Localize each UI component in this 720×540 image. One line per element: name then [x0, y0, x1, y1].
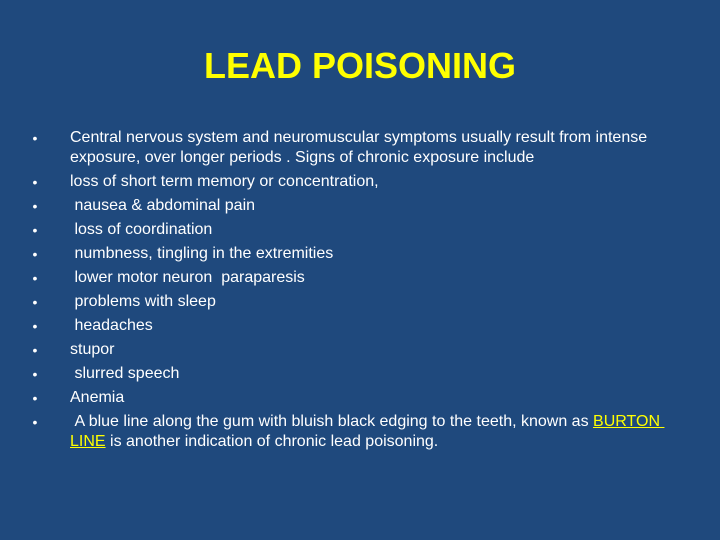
- bullet-item: [28, 196, 688, 216]
- bullet-icon: •: [32, 318, 38, 334]
- bullet-text: loss of coordination: [70, 221, 213, 238]
- slide-title: LEAD POISONING: [203, 45, 517, 86]
- burton-line-term: BURTON LINE: [70, 413, 665, 450]
- bullet-text: headaches: [70, 317, 153, 334]
- bullet-icon: •: [32, 366, 38, 382]
- bullet-icon: •: [32, 414, 38, 430]
- bullet-text: loss of short term memory or concentration,: [70, 173, 379, 190]
- bullet-icon: •: [32, 222, 38, 238]
- bullet-list: [28, 128, 688, 456]
- bullet-icon: •: [32, 198, 38, 214]
- bullet-icon: •: [32, 390, 38, 406]
- bullet-item: [28, 172, 688, 192]
- bullet-icon: •: [32, 294, 38, 310]
- bullet-icon: •: [32, 130, 38, 146]
- bullet-text: Central nervous system and neuromuscular symptoms usually result from intense exposure, over longer periods . Signs of chronic exposure include: [70, 129, 652, 166]
- bullet-item: [28, 388, 688, 408]
- bullet-item: [28, 268, 688, 288]
- bullet-text: lower motor neuron paraparesis: [70, 269, 305, 286]
- bullet-item: [28, 220, 688, 240]
- bullet-item: [28, 244, 688, 264]
- bullet-item: [28, 364, 688, 384]
- bullet-icon: •: [32, 342, 38, 358]
- bullet-icon: •: [32, 246, 38, 262]
- bullet-text: A blue line along the gum with bluish black edging to the teeth, known as: [70, 413, 594, 430]
- bullet-text: slurred speech: [70, 365, 180, 382]
- bullet-item: [28, 128, 688, 168]
- bullet-text: problems with sleep: [70, 293, 216, 310]
- bullet-text: numbness, tingling in the extremities: [70, 245, 334, 262]
- bullet-text-tail: is another indication of chronic lead poisoning.: [105, 433, 439, 450]
- bullet-text: Anemia: [70, 389, 125, 406]
- bullet-icon: •: [32, 270, 38, 286]
- bullet-icon: •: [32, 174, 38, 190]
- bullet-text: stupor: [70, 341, 115, 358]
- bullet-item: [28, 292, 688, 312]
- bullet-item: [28, 340, 688, 360]
- bullet-item: [28, 412, 688, 452]
- bullet-item: [28, 316, 688, 336]
- bullet-text: nausea & abdominal pain: [70, 197, 256, 214]
